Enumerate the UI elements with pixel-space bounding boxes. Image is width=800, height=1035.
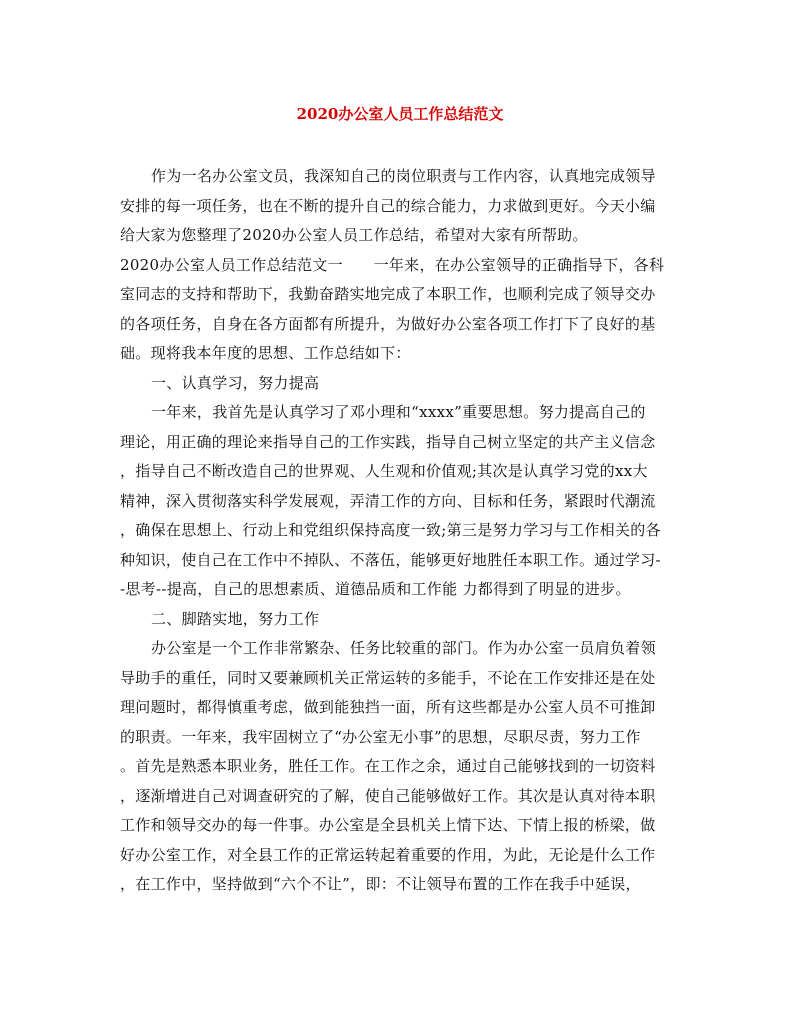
section-heading: 二、脚踏实地，努力工作 [151, 609, 320, 628]
body-line: 好办公室工作，对全县工作的正常运转起着重要的作用，为此，无论是什么工作 [120, 845, 656, 864]
body-line: 导助手的重任，同时又要兼顾机关正常运转的多能手，不论在工作安排还是在处 [120, 668, 656, 687]
body-line: 理论，用正确的理论来指导自己的工作实践，指导自己树立坚定的共产主义信念 [120, 432, 656, 451]
body-line: 一年来，我首先是认真学习了邓小理和“xxxx”重要思想。努力提高自己的 [151, 403, 646, 421]
body-line: ，指导自己不断改造自己的世界观、人生观和价值观;其次是认真学习党的xx大 [120, 462, 648, 480]
body-line: 础。现将我本年度的思想、工作总结如下： [120, 344, 411, 362]
body-line: ，逐渐增进自己对调查研究的了解，使自己能够做好工作。其次是认真对待本职 [120, 786, 656, 805]
body-line: 给大家为您整理了2020办公室人员工作总结，希望对大家有所帮助。 [120, 226, 588, 244]
body-line: 的职责。一年来，我牢固树立了“办公室无小事”的思想，尽职尽责，努力工作 [120, 727, 641, 746]
body-line: 种知识，使自己在工作中不掉队、不落伍，能够更好地胜任本职工作。通过学习- [120, 550, 661, 569]
body-line: 办公室是一个工作非常繁杂、任务比较重的部门。作为办公室一员肩负着领 [151, 639, 656, 657]
body-line: ，在工作中，坚持做到“六个不让”，即：不让领导布置的工作在我手中延误， [120, 875, 641, 893]
body-line: 2020办公室人员工作总结范文一 一年来，在办公室领导的正确指导下，各科 [120, 255, 665, 274]
body-line: ，确保在思想上、行动上和党组织保持高度一致;第三是努力学习与工作相关的各 [120, 521, 661, 539]
body-line: 的各项任务，自身在各方面都有所提升，为做好办公室各项工作打下了良好的基 [120, 314, 656, 333]
body-line: 室同志的支持和帮助下，我勤奋踏实地完成了本职工作，也顺利完成了领导交办 [120, 285, 656, 303]
body-line: 作为一名办公室文员，我深知自己的岗位职责与工作内容，认真地完成领导 [151, 167, 656, 185]
body-line: 工作和领导交办的每一件事。办公室是全县机关上情下达、下情上报的桥梁，做 [120, 816, 656, 834]
document-title: 2020办公室人员工作总结范文 [296, 105, 504, 123]
body-line: 理问题时，都得慎重考虑，做到能独挡一面，所有这些都是办公室人员不可推卸 [120, 698, 656, 716]
body-line: 精神，深入贯彻落实科学发展观，弄清工作的方向、目标和任务，紧跟时代潮流 [120, 491, 656, 510]
section-heading: 一、认真学习，努力提高 [151, 373, 320, 392]
body-line: -思考--提高，自己的思想素质、道德品质和工作能 力都得到了明显的进步。 [120, 580, 631, 598]
document-body [120, 162, 690, 900]
body-line: 。首先是熟悉本职业务，胜任工作。在工作之余，通过自己能够找到的一切资料 [120, 757, 656, 775]
body-line: 安排的每一项任务，也在不断的提升自己的综合能力，力求做到更好。今天小编 [120, 196, 656, 215]
